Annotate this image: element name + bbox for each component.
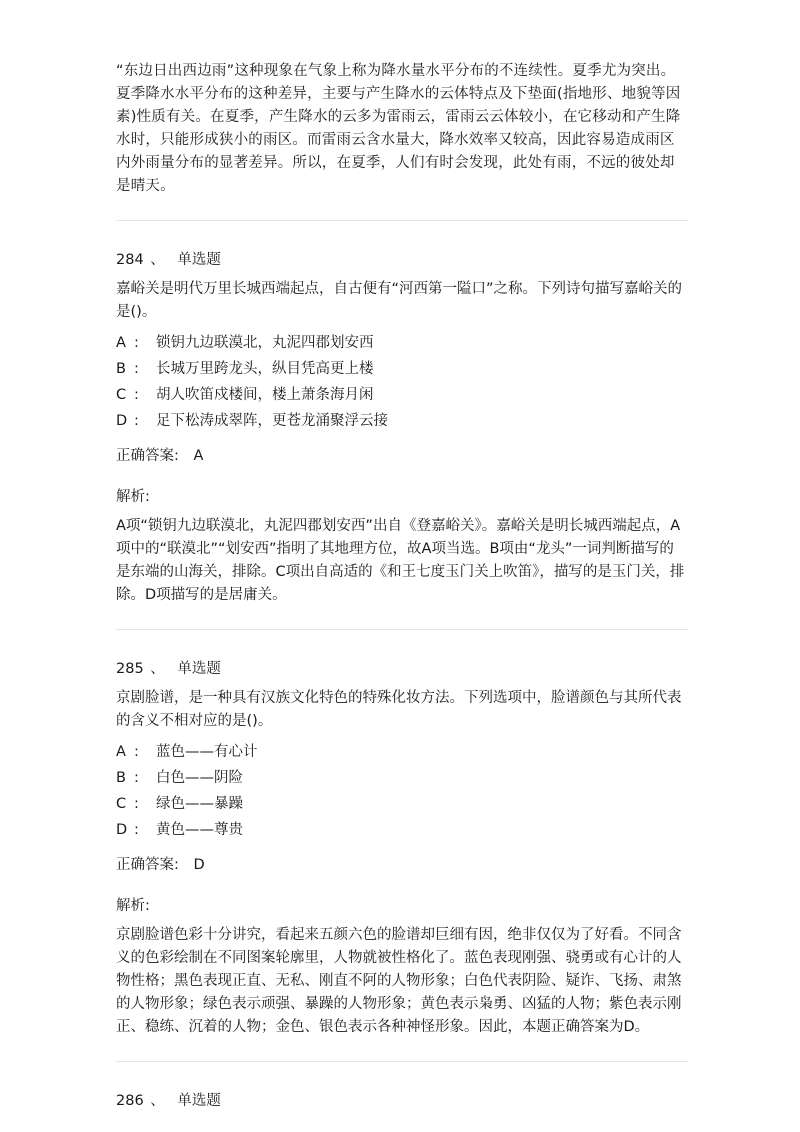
option-a[interactable] <box>116 332 688 355</box>
option-text: 蓝色——有心计 <box>156 744 258 760</box>
answer-label: 正确答案: <box>116 857 179 873</box>
explanation-text: A项“锁钥九边联漠北，丸泥四郡划安西”出自《登嘉峪关》。嘉峪关是明长城西端起点，A项中的“联漠北”“划安西”指明了其地理方位，故A项当选。B项由“龙头”一词判断描写的是东端的山海关，排除。C项出自高适的《和王七度玉门关上吹笛》，描写的是玉门关，排除。D项描写的是居庸关。 <box>116 518 685 603</box>
answer-label: 正确答案: <box>116 448 179 464</box>
options-list <box>116 741 688 842</box>
option-letter: C <box>116 796 127 812</box>
option-d[interactable] <box>116 410 688 433</box>
divider <box>116 1061 688 1062</box>
option-colon: : <box>134 770 139 786</box>
option-letter: A <box>116 744 126 760</box>
option-colon: : <box>134 413 139 429</box>
correct-answer <box>116 854 688 877</box>
option-text: 长城万里跨龙头，纵目凭高更上楼 <box>156 361 374 377</box>
explanation-text: 京剧脸谱色彩十分讲究，看起来五颜六色的脸谱却巨细有因，绝非仅仅为了好看。不同含义的色彩绘制在不同图案轮廓里，人物就被性格化了。蓝色表现刚强、骁勇或有心计的人物性格；黑色表现正直、无私、刚直不阿的人物形象；白色代表阴险、疑诈、飞扬、肃煞的人物形象；绿色表示顽强、暴躁的人物形象；黄色表示枭勇、凶猛的人物；紫色表示刚正、稳练、沉着的人物；金色、银色表示各种神怪形象。因此，本题正确答案为D。 <box>116 927 682 1035</box>
option-letter: C <box>116 387 127 403</box>
option-colon: : <box>134 387 139 403</box>
intro-paragraph: “东边日出西边雨”这种现象在气象上称为降水量水平分布的不连续性。夏季尤为突出。夏季降水水平分布的这种差异，主要与产生降水的云体特点及下垫面(指地形、地貌等因素)性质有关。在夏季，产生降水的云多为雷雨云，雷雨云云体较小，在它移动和产生降水时，只能形成狭小的雨区。而雷雨云含水量大，降水效率又较高，因此容易造成雨区内外雨量分布的显著差异。所以，在夏季，人们有时会发现，此处有雨，不远的彼处却是晴天。 <box>116 63 681 194</box>
options-list <box>116 332 688 433</box>
option-colon: : <box>134 744 139 760</box>
option-colon: : <box>134 822 139 838</box>
option-colon: : <box>134 361 139 377</box>
option-d[interactable] <box>116 819 688 842</box>
question-286 <box>116 1090 688 1113</box>
option-text: 足下松涛成翠阵，更苍龙涌聚浮云接 <box>156 413 388 429</box>
question-header <box>116 658 688 681</box>
question-number: 285 <box>116 661 144 677</box>
option-text: 胡人吹笛戍楼间，楼上萧条海月闲 <box>156 387 374 403</box>
explanation-label: 解析: <box>116 898 150 914</box>
question-284 <box>116 249 688 607</box>
divider <box>116 629 688 630</box>
question-number: 286 <box>116 1093 144 1109</box>
option-colon: : <box>134 796 139 812</box>
question-number: 284 <box>116 252 144 268</box>
option-c[interactable] <box>116 793 688 816</box>
document-content <box>116 60 688 1119</box>
option-c[interactable] <box>116 384 688 407</box>
question-header <box>116 1090 688 1113</box>
option-text: 锁钥九边联漠北，丸泥四郡划安西 <box>156 335 374 351</box>
option-b[interactable] <box>116 358 688 381</box>
divider <box>116 220 688 221</box>
question-type: 单选题 <box>177 1093 221 1109</box>
question-stem: 京剧脸谱，是一种具有汉族文化特色的特殊化妆方法。下列选项中，脸谱颜色与其所代表的含义不相对应的是()。 <box>116 690 682 729</box>
option-text: 黄色——尊贵 <box>156 822 243 838</box>
question-header <box>116 249 688 272</box>
correct-answer <box>116 445 688 468</box>
option-letter: A <box>116 335 126 351</box>
option-a[interactable] <box>116 741 688 764</box>
answer-value: D <box>193 857 205 873</box>
option-letter: D <box>116 822 128 838</box>
answer-value: A <box>193 448 204 464</box>
question-stem: 嘉峪关是明代万里长城西端起点，自古便有“河西第一隘口”之称。下列诗句描写嘉峪关的是()。 <box>116 281 683 320</box>
option-text: 白色——阴险 <box>156 770 243 786</box>
question-separator: 、 <box>150 1093 165 1109</box>
question-type: 单选题 <box>177 252 221 268</box>
option-b[interactable] <box>116 767 688 790</box>
option-letter: D <box>116 413 128 429</box>
option-letter: B <box>116 361 126 377</box>
option-letter: B <box>116 770 126 786</box>
question-285 <box>116 658 688 1039</box>
explanation-label: 解析: <box>116 489 150 505</box>
option-text: 绿色——暴躁 <box>156 796 243 812</box>
question-separator: 、 <box>150 252 165 268</box>
option-colon: : <box>134 335 139 351</box>
question-separator: 、 <box>150 661 165 677</box>
question-type: 单选题 <box>177 661 221 677</box>
